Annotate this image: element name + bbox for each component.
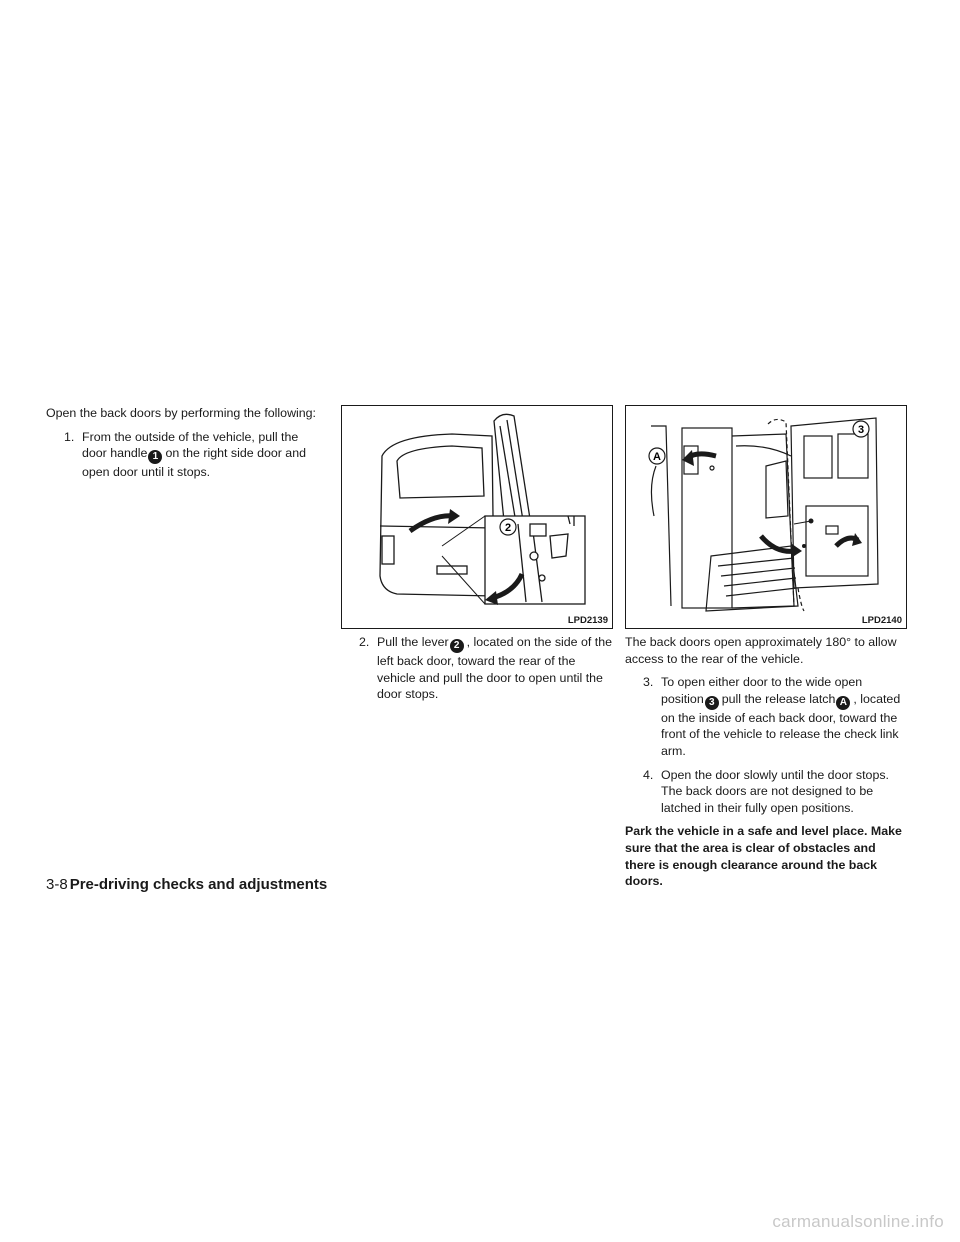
step-3: 3. To open either door to the wide open position 3 pull the release latch A , located on the inside of each back door, toward the front of the vehicle to release the check link arm.: [643, 675, 901, 758]
step-number: 3.: [643, 675, 654, 690]
callout-marker: 3: [705, 696, 719, 710]
watermark: carmanualsonline.info: [772, 1212, 944, 1231]
column-right: [625, 634, 908, 897]
step-number: 1.: [64, 429, 75, 444]
page-number: 3-8: [46, 876, 68, 893]
figure-lever: [341, 405, 613, 629]
warning-paragraph: Park the vehicle in a safe and level place. Make sure that the area is clear of obstacles and there is enough clearance around the back doors.: [625, 824, 902, 889]
callout-marker: 2: [450, 639, 464, 653]
page-footer: [46, 876, 327, 893]
van-interior-illustration: [626, 406, 906, 628]
callout-marker: 1: [148, 450, 162, 464]
intro-paragraph: The back doors open approximately 180° to allow access to the rear of the vehicle.: [625, 635, 897, 666]
step-1: 1. From the outside of the vehicle, pull the door handle 1 on the right side door and open door until it stops.: [64, 429, 306, 480]
figure-callout: A: [653, 451, 661, 463]
column-left: [46, 405, 322, 488]
figure-callout: 3: [857, 424, 865, 436]
step-number: 2.: [359, 635, 370, 649]
intro-paragraph: Open the back doors by performing the following:: [46, 406, 316, 420]
figure-release-latch: [625, 405, 907, 629]
column-middle: [341, 634, 613, 710]
figure-callout: 2: [504, 522, 512, 534]
step-2: 2. Pull the lever 2 , located on the side of the left back door, toward the rear of the vehicle and pull the door to open until the door stops.: [359, 635, 612, 702]
figure-code: LPD2140: [861, 615, 902, 626]
van-rear-illustration: [342, 406, 612, 628]
section-title: Pre-driving checks and adjustments: [69, 876, 328, 893]
callout-marker: A: [836, 696, 850, 710]
step-number: 4.: [643, 767, 654, 782]
figure-code: LPD2139: [567, 615, 608, 626]
step-4: 4. Open the door slowly until the door stops. The back doors are not designed to be latched in their fully open positions.: [643, 767, 889, 815]
